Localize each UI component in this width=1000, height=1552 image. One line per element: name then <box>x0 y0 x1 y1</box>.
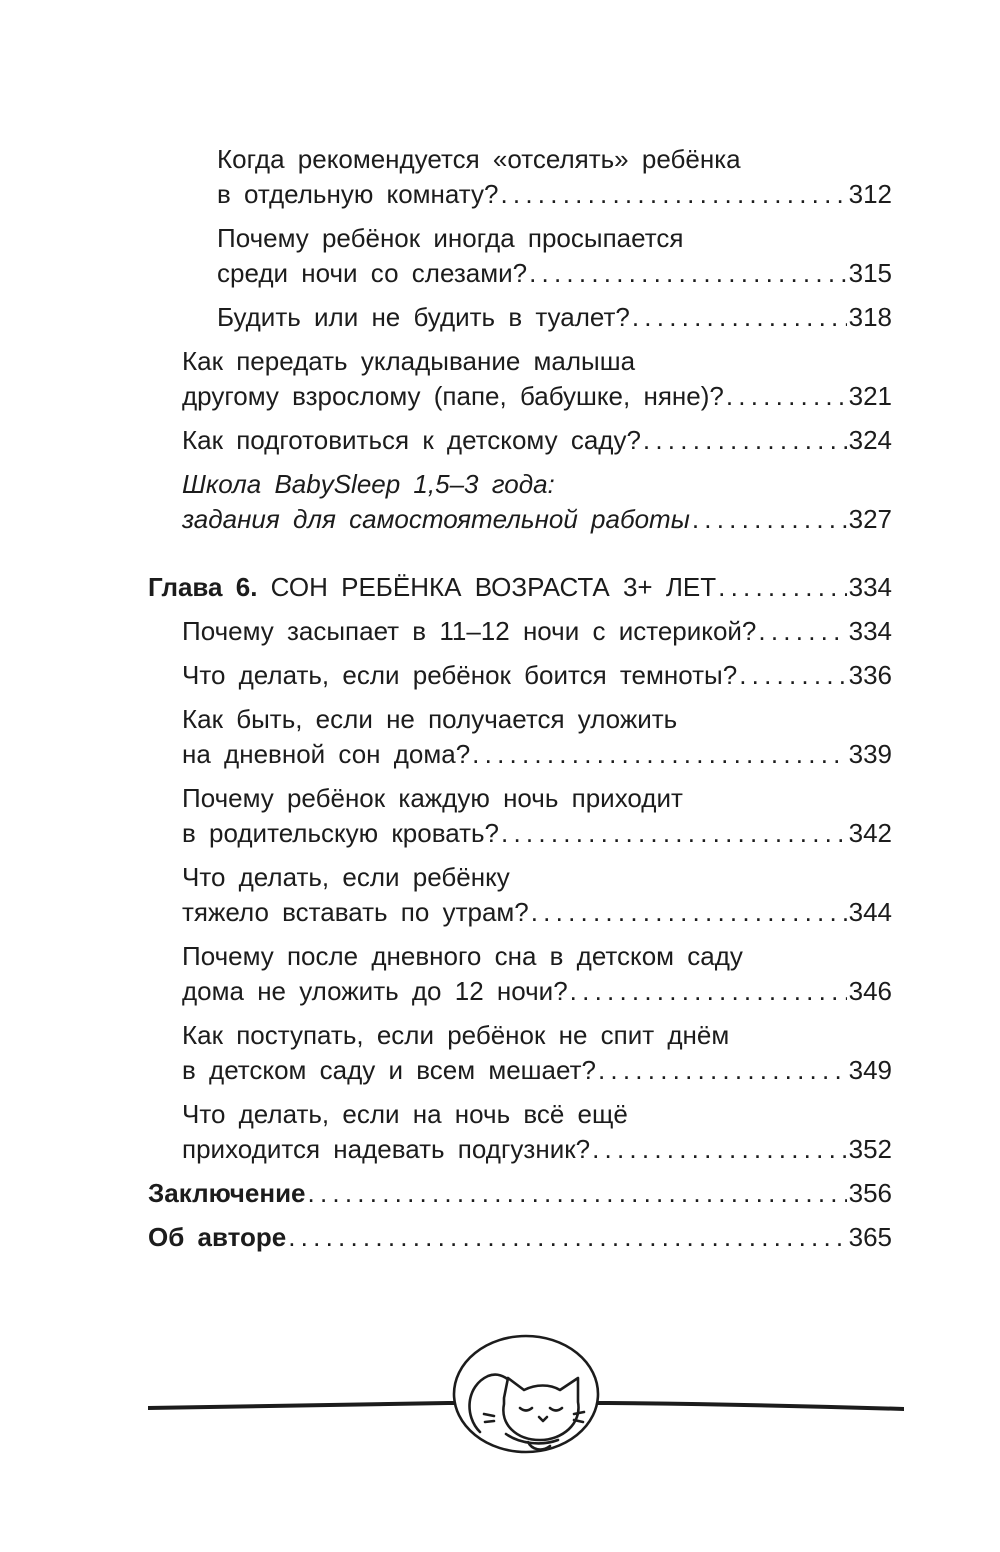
dot-leader <box>472 737 846 772</box>
toc-entry-row <box>217 177 892 212</box>
toc-entry-row <box>148 1220 892 1255</box>
toc-about-author-entry[interactable] <box>148 1220 892 1255</box>
toc-entry-row <box>148 570 892 605</box>
page-number: 312 <box>848 179 892 209</box>
toc-entry-row <box>182 737 892 772</box>
dot-leader <box>529 256 847 291</box>
toc-entry[interactable] <box>148 1018 892 1088</box>
toc-entry-title: другому взрослому (папе, бабушке, няне)? <box>182 381 724 411</box>
dot-leader <box>288 1220 846 1255</box>
toc-entry-title: Что делать, если ребёнку <box>182 862 510 892</box>
page-number: 334 <box>848 616 892 646</box>
decoration-divider <box>148 1320 904 1490</box>
dot-leader <box>500 177 846 212</box>
page-number: 321 <box>848 381 892 411</box>
sleeping-cat-icon <box>454 1336 598 1452</box>
dot-leader <box>501 816 847 851</box>
toc-entry-title: задания для самостоятельной работы <box>182 504 690 534</box>
toc-entry-title: на дневной сон дома? <box>182 739 471 769</box>
dot-leader <box>531 895 847 930</box>
toc-entry-row <box>217 300 892 335</box>
dot-leader <box>632 300 847 335</box>
toc-entry-title: Как подготовиться к детскому саду? <box>182 425 641 455</box>
toc-entry-row <box>182 379 892 414</box>
toc-entry-title: тяжело вставать по утрам? <box>182 897 529 927</box>
toc-entry-row <box>217 256 892 291</box>
toc-entry-row <box>182 895 892 930</box>
toc-entry-title: Школа BabySleep 1,5–3 года: <box>182 469 555 499</box>
dot-leader <box>692 502 847 537</box>
toc-entry[interactable] <box>148 781 892 851</box>
toc-entry-title: дома не уложить до 12 ночи? <box>182 976 568 1006</box>
dot-leader <box>718 570 846 605</box>
toc-entry-title: среди ночи со слезами? <box>217 258 528 288</box>
toc-entry-title: Что делать, если ребёнок боится темноты? <box>182 660 738 690</box>
toc-entry-row <box>182 502 892 537</box>
toc-entry-title: Об авторе <box>148 1222 287 1252</box>
toc-entry-title: в детском саду и всем мешает? <box>182 1055 596 1085</box>
dot-leader <box>308 1176 847 1211</box>
dot-leader <box>643 423 847 458</box>
toc-entry-title: Что делать, если на ночь всё ещё <box>182 1099 628 1129</box>
toc-entry[interactable] <box>148 939 892 1009</box>
toc-entry-row <box>182 974 892 1009</box>
toc-entry[interactable] <box>148 467 892 537</box>
page-number: 324 <box>848 425 892 455</box>
toc-entry[interactable] <box>148 423 892 458</box>
toc-entry-title: Почему засыпает в 11–12 ночи с истерикой? <box>182 616 757 646</box>
toc-entry-title: Как быть, если не получается уложить <box>182 704 678 734</box>
toc-entry[interactable] <box>148 614 892 649</box>
toc-entry-title: Почему после дневного сна в детском саду <box>182 941 743 971</box>
dot-leader <box>570 974 847 1009</box>
chapter-title: СОН РЕБЁНКА ВОЗРАСТА 3+ ЛЕТ <box>270 572 717 602</box>
toc-entry[interactable] <box>148 300 892 335</box>
toc-conclusion-entry[interactable] <box>148 1176 892 1211</box>
page-number: 336 <box>848 660 892 690</box>
toc-entry-title: Почему ребёнок каждую ночь приходит <box>182 783 683 813</box>
page-number: 342 <box>848 818 892 848</box>
toc-entry-row <box>182 423 892 458</box>
toc-entry[interactable] <box>148 702 892 772</box>
toc-entry-title: Почему ребёнок иногда просыпается <box>217 223 684 253</box>
toc-chapter-entry[interactable] <box>148 570 892 605</box>
page-number: 356 <box>848 1178 892 1208</box>
toc-entry[interactable] <box>148 1097 892 1167</box>
toc-entry-row <box>182 614 892 649</box>
toc-entry[interactable] <box>148 142 892 212</box>
toc-entry[interactable] <box>148 221 892 291</box>
toc-entry[interactable] <box>148 860 892 930</box>
page-number: 334 <box>848 572 892 602</box>
toc-entry-title: Как передать укладывание малыша <box>182 346 636 376</box>
toc-entry-title: в родительскую кровать? <box>182 818 500 848</box>
toc-entry-title: Когда рекомендуется «отселять» ребёнка <box>217 144 741 174</box>
page-number: 327 <box>848 504 892 534</box>
dot-leader <box>592 1132 847 1167</box>
page-number: 315 <box>848 258 892 288</box>
toc-entry-title: в отдельную комнату? <box>217 179 499 209</box>
toc-entry[interactable] <box>148 344 892 414</box>
toc-entry-title: Будить или не будить в туалет? <box>217 302 630 332</box>
table-of-contents <box>148 142 892 1264</box>
page-number: 318 <box>848 302 892 332</box>
dot-leader <box>726 379 847 414</box>
page-number: 344 <box>848 897 892 927</box>
dot-leader <box>598 1053 847 1088</box>
page-number: 339 <box>848 739 892 769</box>
page-number: 349 <box>848 1055 892 1085</box>
toc-entry-row <box>148 1176 892 1211</box>
toc-entry-row <box>182 1053 892 1088</box>
dot-leader <box>739 658 846 693</box>
page-number: 346 <box>848 976 892 1006</box>
toc-entry-title: приходится надевать подгузник? <box>182 1134 591 1164</box>
toc-entry-row <box>182 1132 892 1167</box>
toc-entry-row <box>182 816 892 851</box>
dot-leader <box>758 614 846 649</box>
toc-entry[interactable] <box>148 658 892 693</box>
toc-entry-row <box>182 658 892 693</box>
page-number: 365 <box>848 1222 892 1252</box>
toc-entry-title: Как поступать, если ребёнок не спит днём <box>182 1020 730 1050</box>
chapter-label: Глава 6. <box>148 572 258 602</box>
toc-entry-title: Заключение <box>148 1178 306 1208</box>
page-number: 352 <box>848 1134 892 1164</box>
